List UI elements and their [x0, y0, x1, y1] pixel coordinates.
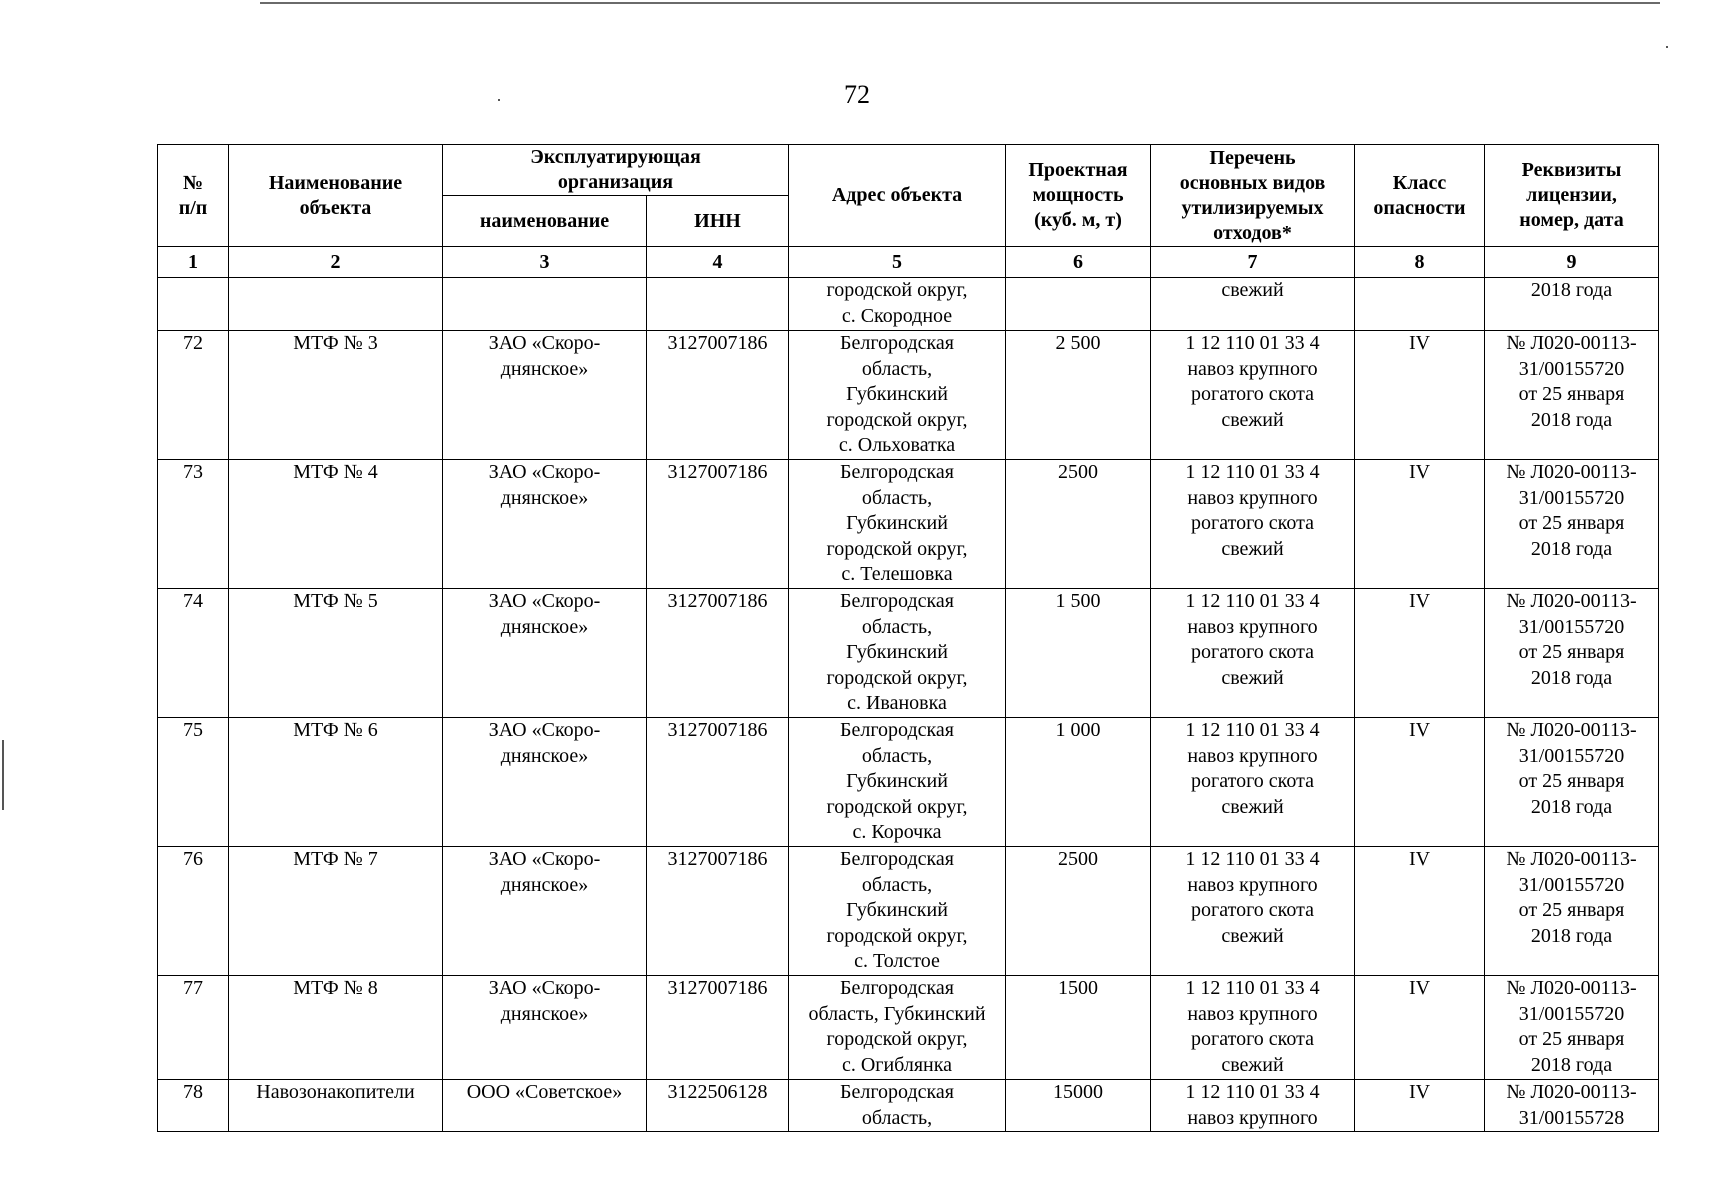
- cell-license: 2018 года: [1485, 278, 1659, 331]
- cell-num: 74: [158, 589, 229, 718]
- cell-hazard-class: IV: [1355, 976, 1485, 1080]
- cell-inn: [647, 278, 789, 331]
- cell-license: № Л020-00113- 31/00155720 от 25 января 2018 года: [1485, 847, 1659, 976]
- column-number: 5: [789, 247, 1006, 278]
- cell-address: Белгородская область,: [789, 1080, 1006, 1132]
- cell-address: Белгородская область, Губкинский городской округ, с. Толстое: [789, 847, 1006, 976]
- cell-address: Белгородская область, Губкинский городской округ, с. Ольховатка: [789, 331, 1006, 460]
- table-row: [158, 1080, 1659, 1132]
- cell-waste: 1 12 110 01 33 4 навоз крупного рогатого скота свежий: [1151, 847, 1355, 976]
- cell-num: 78: [158, 1080, 229, 1132]
- column-number: 6: [1006, 247, 1151, 278]
- cell-waste: 1 12 110 01 33 4 навоз крупного рогатого скота свежий: [1151, 718, 1355, 847]
- cell-object-name: МТФ № 8: [229, 976, 443, 1080]
- page-number: 72: [844, 80, 870, 109]
- table-row: [158, 589, 1659, 718]
- cell-capacity: [1006, 278, 1151, 331]
- cell-capacity: 1 000: [1006, 718, 1151, 847]
- cell-object-name: МТФ № 5: [229, 589, 443, 718]
- cell-capacity: 1500: [1006, 976, 1151, 1080]
- column-number: 4: [647, 247, 789, 278]
- header-address: Адрес объекта: [789, 145, 1006, 247]
- cell-inn: 3127007186: [647, 589, 789, 718]
- column-number: 3: [443, 247, 647, 278]
- table-row-continued: [158, 278, 1659, 331]
- cell-capacity: 2500: [1006, 847, 1151, 976]
- registry-table: [157, 144, 1659, 1132]
- cell-hazard-class: IV: [1355, 718, 1485, 847]
- header-object-name: Наименование объекта: [229, 145, 443, 247]
- column-number: 9: [1485, 247, 1659, 278]
- scan-dot: [1666, 46, 1668, 48]
- cell-hazard-class: IV: [1355, 460, 1485, 589]
- cell-address: Белгородская область, Губкинский городской округ, с. Корочка: [789, 718, 1006, 847]
- cell-capacity: 15000: [1006, 1080, 1151, 1132]
- cell-waste: 1 12 110 01 33 4 навоз крупного рогатого скота свежий: [1151, 976, 1355, 1080]
- cell-inn: 3127007186: [647, 976, 789, 1080]
- cell-capacity: 1 500: [1006, 589, 1151, 718]
- header-license: Реквизиты лицензии, номер, дата: [1485, 145, 1659, 247]
- cell-operator-name: ЗАО «Скоро- днянское»: [443, 589, 647, 718]
- cell-inn: 3127007186: [647, 718, 789, 847]
- cell-object-name: МТФ № 3: [229, 331, 443, 460]
- cell-license: № Л020-00113- 31/00155720 от 25 января 2018 года: [1485, 976, 1659, 1080]
- cell-address: городской округ, с. Скородное: [789, 278, 1006, 331]
- table-row: [158, 331, 1659, 460]
- table-row: [158, 976, 1659, 1080]
- header-hazard-class: Класс опасности: [1355, 145, 1485, 247]
- cell-capacity: 2500: [1006, 460, 1151, 589]
- header-inn: ИНН: [647, 196, 789, 247]
- cell-object-name: [229, 278, 443, 331]
- cell-inn: 3127007186: [647, 460, 789, 589]
- cell-object-name: МТФ № 6: [229, 718, 443, 847]
- cell-num: 77: [158, 976, 229, 1080]
- cell-waste: 1 12 110 01 33 4 навоз крупного рогатого скота свежий: [1151, 331, 1355, 460]
- cell-num: [158, 278, 229, 331]
- cell-license: № Л020-00113- 31/00155720 от 25 января 2018 года: [1485, 460, 1659, 589]
- cell-hazard-class: IV: [1355, 589, 1485, 718]
- column-number-row: [158, 247, 1659, 278]
- header-operator-group: Эксплуатирующая организация: [443, 145, 789, 196]
- cell-operator-name: ЗАО «Скоро- днянское»: [443, 460, 647, 589]
- cell-object-name: МТФ № 7: [229, 847, 443, 976]
- scan-top-rule: [260, 2, 1660, 4]
- cell-license: № Л020-00113- 31/00155720 от 25 января 2018 года: [1485, 589, 1659, 718]
- column-number: 7: [1151, 247, 1355, 278]
- cell-waste: 1 12 110 01 33 4 навоз крупного рогатого скота свежий: [1151, 460, 1355, 589]
- cell-waste: 1 12 110 01 33 4 навоз крупного рогатого скота свежий: [1151, 589, 1355, 718]
- table-row: [158, 460, 1659, 589]
- cell-waste: 1 12 110 01 33 4 навоз крупного: [1151, 1080, 1355, 1132]
- header-num: № п/п: [158, 145, 229, 247]
- cell-waste: свежий: [1151, 278, 1355, 331]
- cell-inn: 3122506128: [647, 1080, 789, 1132]
- cell-hazard-class: IV: [1355, 847, 1485, 976]
- cell-operator-name: ЗАО «Скоро- днянское»: [443, 976, 647, 1080]
- cell-address: Белгородская область, Губкинский городской округ, с. Огиблянка: [789, 976, 1006, 1080]
- cell-capacity: 2 500: [1006, 331, 1151, 460]
- header-capacity: Проектная мощность (куб. м, т): [1006, 145, 1151, 247]
- cell-operator-name: [443, 278, 647, 331]
- table-row: [158, 847, 1659, 976]
- scan-edge-mark: [2, 740, 4, 810]
- column-number: 1: [158, 247, 229, 278]
- header-waste-list: Перечень основных видов утилизируемых отходов*: [1151, 145, 1355, 247]
- cell-object-name: МТФ № 4: [229, 460, 443, 589]
- column-number: 8: [1355, 247, 1485, 278]
- cell-inn: 3127007186: [647, 847, 789, 976]
- cell-operator-name: ЗАО «Скоро- днянское»: [443, 718, 647, 847]
- cell-object-name: Навозонакопители: [229, 1080, 443, 1132]
- cell-operator-name: ООО «Советское»: [443, 1080, 647, 1132]
- cell-operator-name: ЗАО «Скоро- днянское»: [443, 331, 647, 460]
- cell-hazard-class: IV: [1355, 331, 1485, 460]
- cell-operator-name: ЗАО «Скоро- днянское»: [443, 847, 647, 976]
- cell-hazard-class: IV: [1355, 1080, 1485, 1132]
- cell-inn: 3127007186: [647, 331, 789, 460]
- cell-hazard-class: [1355, 278, 1485, 331]
- cell-address: Белгородская область, Губкинский городской округ, с. Ивановка: [789, 589, 1006, 718]
- cell-license: № Л020-00113- 31/00155728: [1485, 1080, 1659, 1132]
- cell-address: Белгородская область, Губкинский городской округ, с. Телешовка: [789, 460, 1006, 589]
- cell-num: 73: [158, 460, 229, 589]
- table-row: [158, 718, 1659, 847]
- cell-num: 76: [158, 847, 229, 976]
- cell-license: № Л020-00113- 31/00155720 от 25 января 2018 года: [1485, 331, 1659, 460]
- column-number: 2: [229, 247, 443, 278]
- cell-num: 72: [158, 331, 229, 460]
- cell-license: № Л020-00113- 31/00155720 от 25 января 2018 года: [1485, 718, 1659, 847]
- table-header-row: [158, 145, 1659, 196]
- header-operator-name: наименование: [443, 196, 647, 247]
- cell-num: 75: [158, 718, 229, 847]
